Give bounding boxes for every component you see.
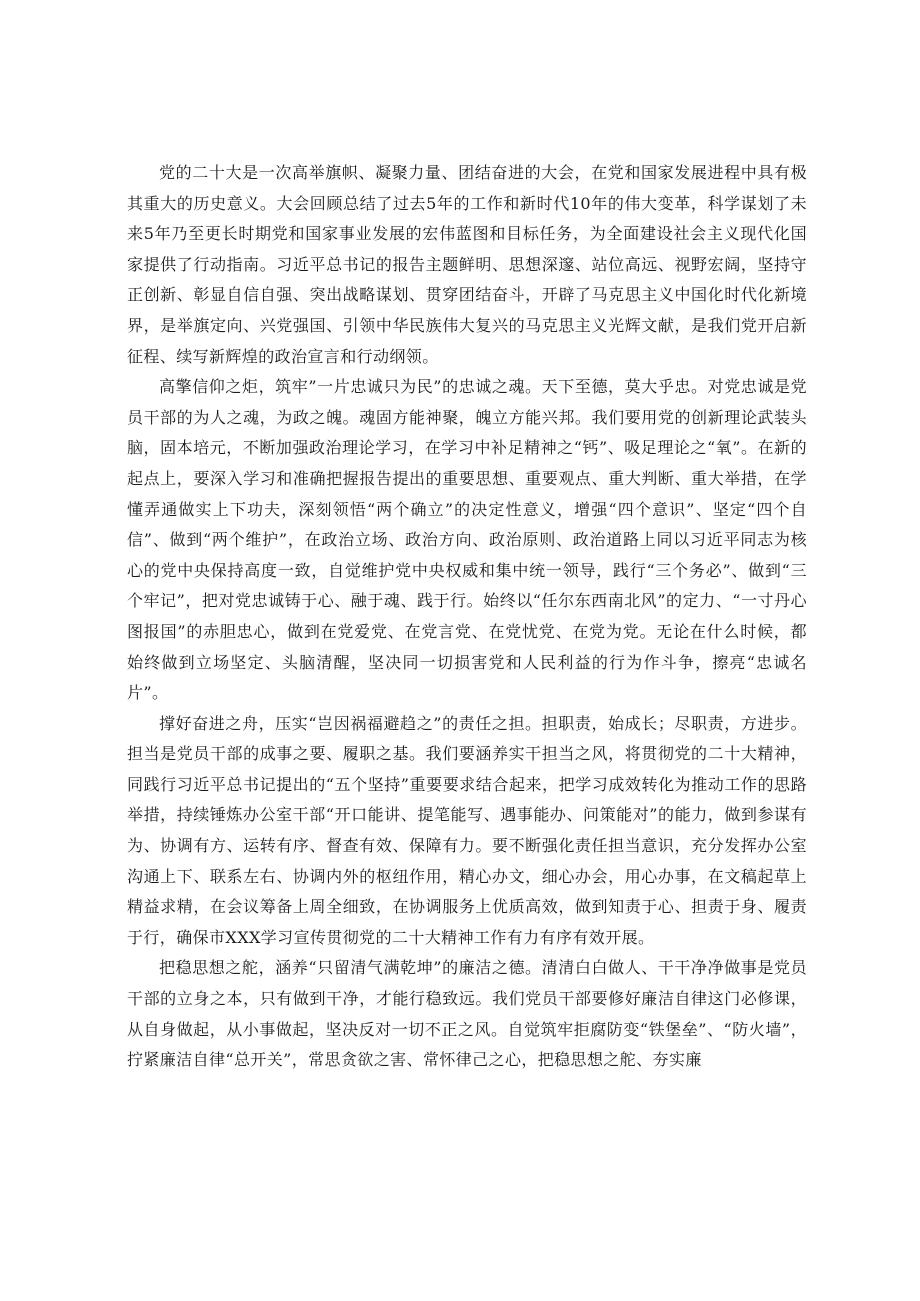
paragraph-2: 高擎信仰之炬，筑牢”一片忠诚只为民”的忠诚之魂。天下至德，莫大乎忠。对党忠诚是党员干部的为人之魂，为政之魄。魂固方能神聚，魄立方能兴邦。我们要用党的创新理论武装头脑，固本培元，不断加强政治理论学习，在学习中补足精神之“钙”、吸足理论之“氧”。在新的起点上，要深入学习和准确把握报告提出的重要思想、重要观点、重大判断、重大举措，在学懂弄通做实上下功夫，深刻领悟“两个确立”的决定性意义，增强“四个意识”、坚定“四个自信”、做到“两个维护”，在政治立场、政治方向、政治原则、政治道路上同以习近平同志为核心的党中央保持高度一致，自觉维护党中央权威和集中统一领导，践行“三个务必”、做到“三个牢记”，把对党忠诚铸于心、融于魂、践于行。始终以“任尔东西南北风”的定力、“一寸丹心图报国”的赤胆忠心，做到在党爱党、在党言党、在党忧党、在党为党。无论在什么时候，都始终做到立场坚定、头脑清醒，坚决同一切损害党和人民利益的行为作斗争，擦亮“忠诚名片”。: [127, 377, 807, 703]
paragraph-3: 撑好奋进之舟，压实“岂因祸福避趋之”的责任之担。担职责，始成长；尽职责，方进步。担当是党员干部的成事之要、履职之基。我们要涵养实干担当之风，将贯彻党的二十大精神，同践行习近平总书记提出的“五个坚持”重要要求结合起来，把学习成效转化为推动工作的思路举措，持续锤炼办公室干部“开口能讲、提笔能写、遇事能办、问策能对”的能力，做到参谋有为、协调有方、运转有序、督查有效、保障有力。要不断强化责任担当意识，充分发挥办公室沟通上下、联系左右、协调内外的枢纽作用，精心办文，细心办会，用心办事，在文稿起草上精益求精，在会议筹备上周全细致，在协调服务上优质高效，做到知责于心、担责于身、履责于行，确保市XXX学习宣传贯彻党的二十大精神工作有力有序有效开展。: [127, 713, 807, 947]
document-body: [127, 158, 807, 1076]
paragraph-4: 把稳思想之舵，涵养“只留清气满乾坤”的廉洁之德。清清白白做人、干干净净做事是党员干部的立身之本，只有做到干净，才能行稳致远。我们党员干部要修好廉洁自律这门必修课，从自身做起，从小事做起，坚决反对一切不正之风。自觉筑牢拒腐防变“铁堡垒”、“防火墙”，拧紧廉洁自律“总开关”，常思贪欲之害、常怀律己之心，把稳思想之舵、夯实廉: [127, 958, 807, 1070]
paragraph-1: 党的二十大是一次高举旗帜、凝聚力量、团结奋进的大会，在党和国家发展进程中具有极其重大的历史意义。大会回顾总结了过去5年的工作和新时代10年的伟大变革，科学谋划了未来5年乃至更长时期党和国家事业发展的宏伟蓝图和目标任务，为全面建设社会主义现代化国家提供了行动指南。习近平总书记的报告主题鲜明、思想深邃、站位高远、视野宏阔，坚持守正创新、彰显自信自强、突出战略谋划、贯穿团结奋斗，开辟了马克思主义中国化时代化新境界，是举旗定向、兴党强国、引领中华民族伟大复兴的马克思主义光辉文献，是我们党开启新征程、续写新辉煌的政治宣言和行动纲领。: [127, 163, 807, 366]
